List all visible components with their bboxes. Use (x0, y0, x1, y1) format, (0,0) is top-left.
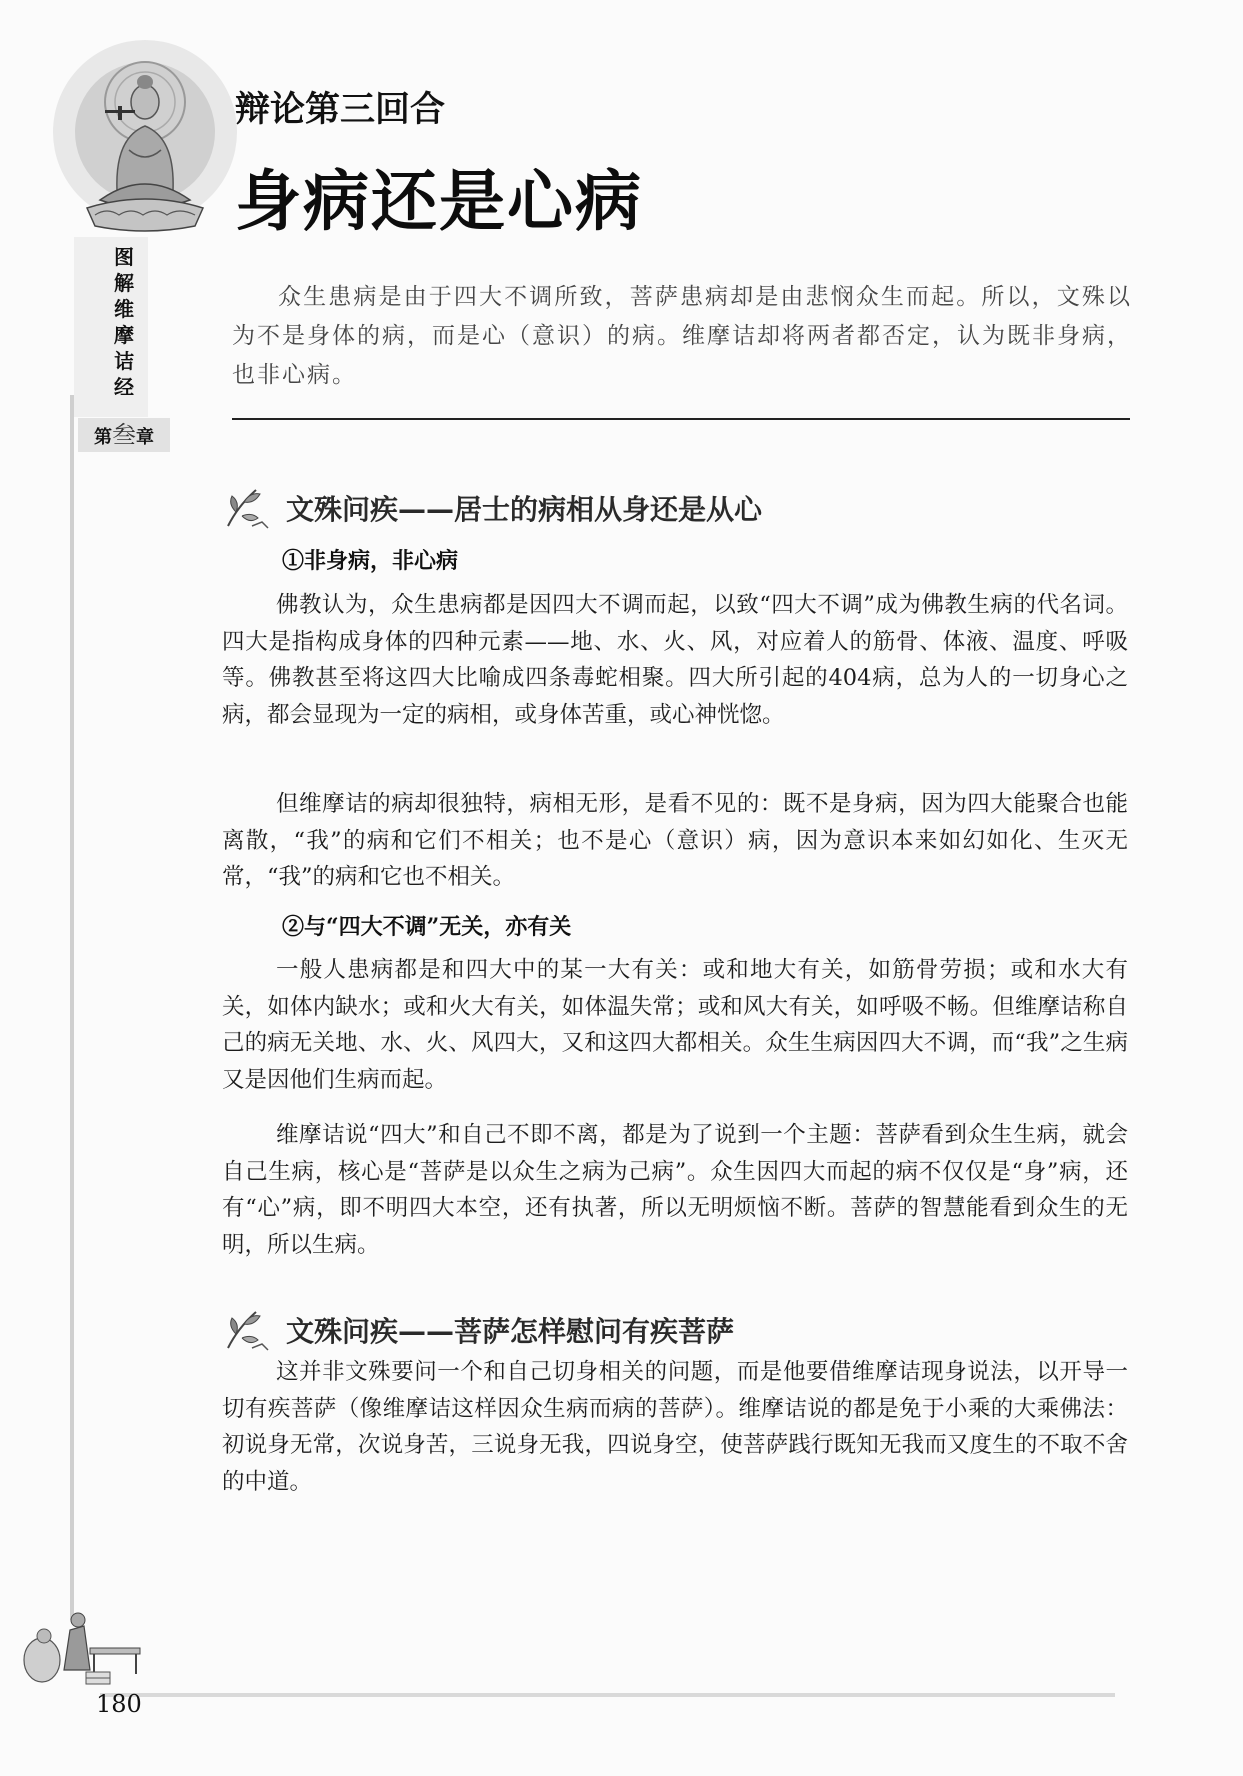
plant-ornament-icon (222, 1304, 278, 1352)
body-paragraph: 维摩诘说“四大”和自己不即不离，都是为了说到一个主题：菩萨看到众生生病，就会自己生病，核心是“菩萨是以众生之病为己病”。众生因四大而起的病不仅仅是“身”病，还有“心”病，即不明四大本空，还有执著，所以无明烦恼不断。菩萨的智慧能看到众生的无明，所以生病。 (222, 1122, 1128, 1258)
chapter-number: 叁 (112, 421, 136, 449)
chapter-suffix: 章 (136, 427, 154, 448)
page-number: 180 (96, 1690, 142, 1718)
body-paragraph: 一般人患病都是和四大中的某一大有关：或和地大有关，如筋骨劳损；或和水大有关，如体内缺水；或和火大有关，如体温失常；或和风大有关，如呼吸不畅。但维摩诘称自己的病无关地、水、火、风四大，又和这四大都相关。众生生病因四大不调，而“我”之生病又是因他们生病而起。 (222, 957, 1128, 1093)
section-heading-text: 文殊问疾——菩萨怎样慰问有疾菩萨 (286, 1315, 735, 1348)
subheading: ②与“四大不调”无关，亦有关 (282, 914, 572, 940)
scholars-scene-icon (12, 1600, 152, 1690)
intro-divider (232, 418, 1130, 420)
body-paragraph: 但维摩诘的病却很独特，病相无形，是看不见的：既不是身病，因为四大能聚合也能离散，“我”的病和它们不相关；也不是心（意识）病，因为意识本来如幻如化、生灭无常，“我”的病和它也不相关。 (222, 791, 1128, 890)
subheading: ①非身病，非心病 (282, 548, 459, 574)
section-kicker: 辩论第三回合 (235, 89, 446, 130)
chapter-label (78, 418, 170, 452)
section-heading-text: 文殊问疾——居士的病相从身还是从心 (286, 493, 763, 526)
chapter-prefix: 第 (94, 427, 112, 448)
left-margin-rule (70, 395, 74, 1620)
page-title: 身病还是心病 (235, 163, 643, 240)
book-title: 图解维摩诘经 (114, 245, 134, 399)
body-paragraph: 这并非文殊要问一个和自己切身相关的问题，而是他要借维摩诘现身说法，以开导一切有疾菩萨（像维摩诘这样因众生病而病的菩萨）。维摩诘说的都是免于小乘的大乘佛法：初说身无常，次说身苦，三说身无我，四说身空，使菩萨践行既知无我而又度生的不取不舍的中道。 (222, 1359, 1128, 1495)
footer-rule (100, 1693, 1115, 1697)
plant-ornament-icon (222, 482, 278, 530)
buddha-emblem-icon (45, 40, 245, 240)
body-paragraph: 佛教认为，众生患病都是因四大不调而起，以致“四大不调”成为佛教生病的代名词。四大是指构成身体的四种元素——地、水、火、风，对应着人的筋骨、体液、温度、呼吸等。佛教甚至将这四大比喻成四条毒蛇相聚。四大所引起的404病，总为人的一切身心之病，都会显现为一定的病相，或身体苦重，或心神恍惚。 (222, 592, 1128, 728)
intro-paragraph: 众生患病是由于四大不调所致，菩萨患病却是由悲悯众生而起。所以，文殊以为不是身体的病，而是心（意识）的病。维摩诘却将两者都否定，认为既非身病，也非心病。 (232, 284, 1132, 388)
